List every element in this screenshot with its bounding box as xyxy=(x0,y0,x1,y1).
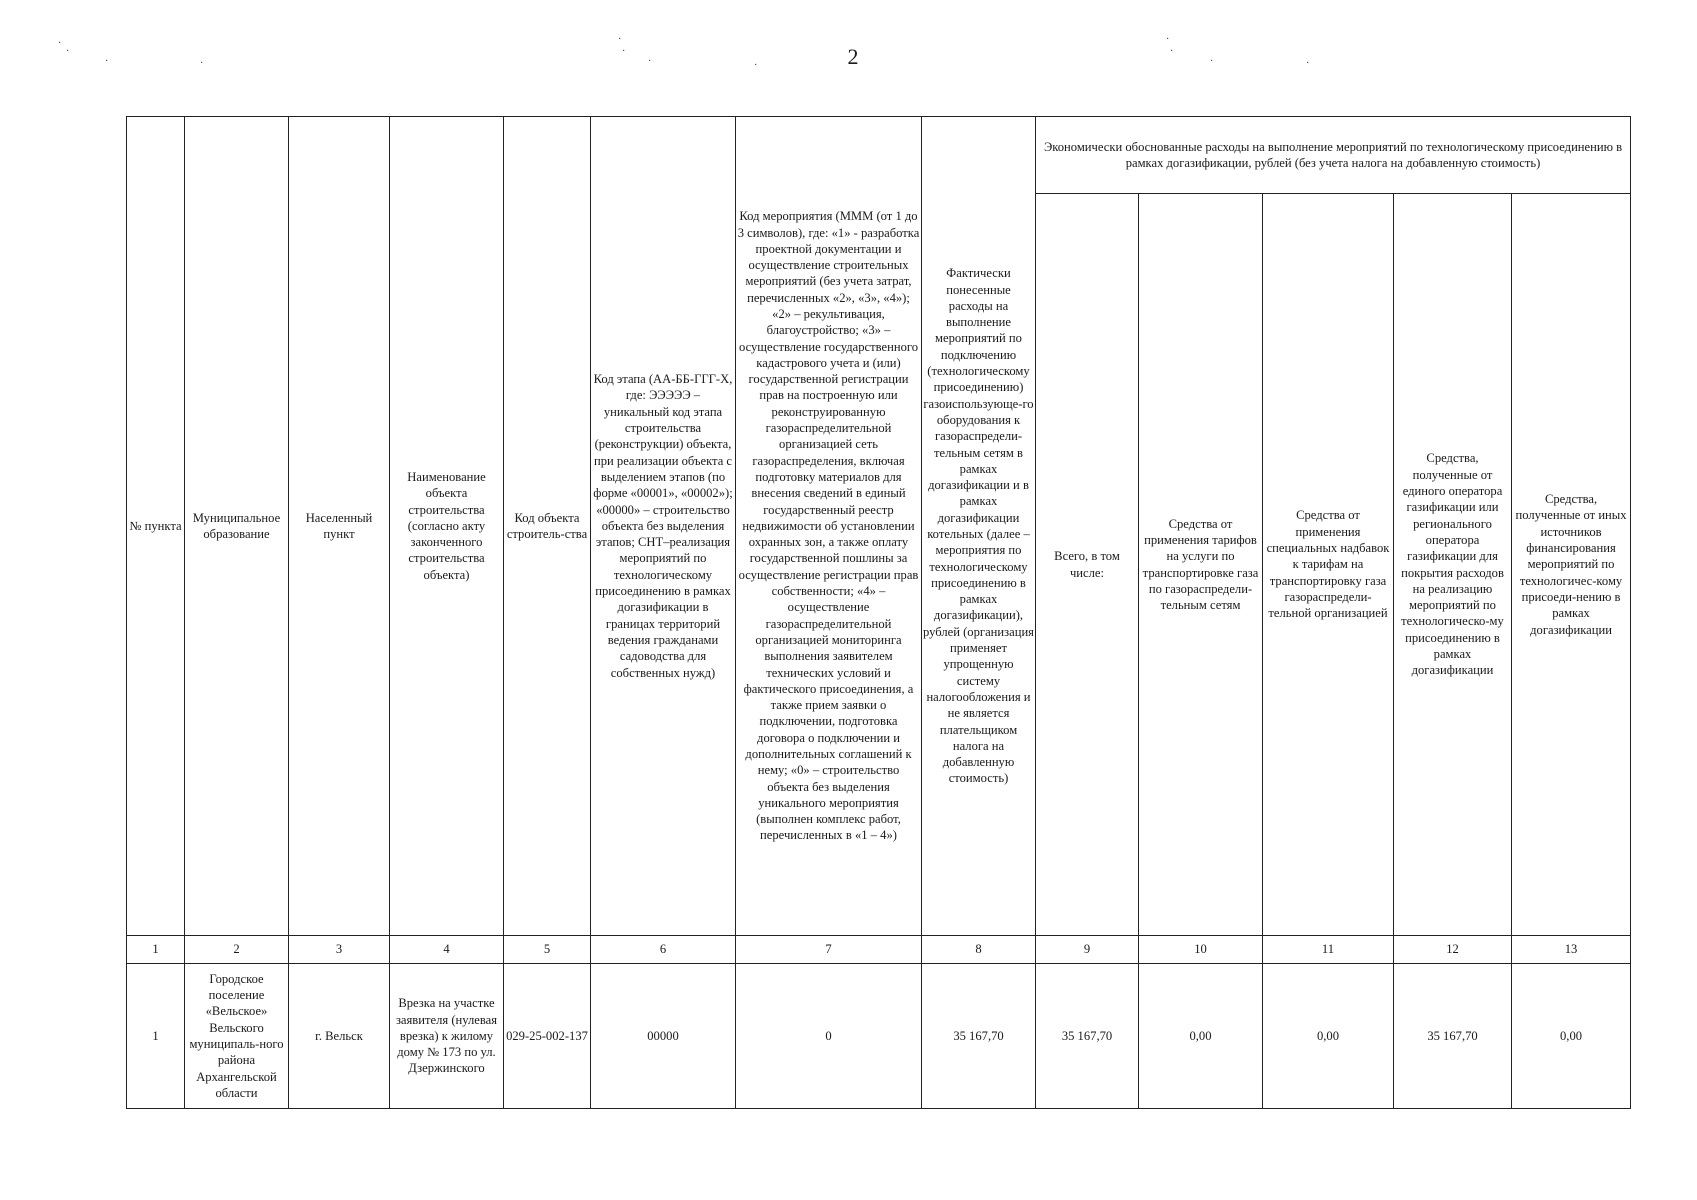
col-header-3: Населенный пункт xyxy=(289,117,390,936)
cell-object-code: 029-25-002-137 xyxy=(504,964,591,1109)
col-num-3: 3 xyxy=(289,936,390,964)
table-row xyxy=(127,964,1631,1109)
col-header-4: Наименование объекта строительства (согласно акту законченного строительства объекта) xyxy=(390,117,504,936)
page-number: 2 xyxy=(847,44,859,69)
col-num-2: 2 xyxy=(185,936,289,964)
col-num-7: 7 xyxy=(736,936,922,964)
cell-locality: г. Вельск xyxy=(289,964,390,1109)
col-header-1: № пункта xyxy=(127,117,185,936)
economic-expenses-header: Экономически обоснованные расходы на выполнение мероприятий по технологическому присоединению в рамках догазификации, рублей (без учета налога на добавленную стоимость) xyxy=(1036,117,1631,194)
col-num-10: 10 xyxy=(1139,936,1263,964)
col-header-6: Код этапа (АА-ББ-ГГГ-Х, где: ЭЭЭЭЭ – уникальный код этапа строительства (реконструкции) объекта, при реализации объекта с выделением этапов (по форме «00001», «00002»); «00000» – строительство объекта без выделения этапов; СНТ–реализация мероприятий по технологическому присоединению в рамках догазификации в границах территорий ведения гражданами садоводства для собственных нужд) xyxy=(591,117,736,936)
cell-operator-funds: 35 167,70 xyxy=(1394,964,1512,1109)
col-num-8: 8 xyxy=(922,936,1036,964)
col-header-5: Код объекта строитель-ства xyxy=(504,117,591,936)
cell-municipality: Городское поселение «Вельское» Вельского муниципаль-ного района Архангельской области xyxy=(185,964,289,1109)
col-num-4: 4 xyxy=(390,936,504,964)
col-header-2: Муниципальное образование xyxy=(185,117,289,936)
col-header-13: Средства, полученные от иных источников финансирования мероприятий по технологичес-кому присоеди-нению в рамках догазификации xyxy=(1512,194,1631,936)
col-num-11: 11 xyxy=(1263,936,1394,964)
cell-activity-code: 0 xyxy=(736,964,922,1109)
scan-specks: · · · · · · · · · · · · xyxy=(58,34,1310,71)
cell-other-funds: 0,00 xyxy=(1512,964,1631,1109)
col-header-9: Всего, в том числе: xyxy=(1036,194,1139,936)
cell-item-number: 1 xyxy=(127,964,185,1109)
cell-surcharge-funds: 0,00 xyxy=(1263,964,1394,1109)
cell-actual-expenses: 35 167,70 xyxy=(922,964,1036,1109)
cell-tariff-funds: 0,00 xyxy=(1139,964,1263,1109)
expenses-table xyxy=(126,116,1631,1109)
col-num-9: 9 xyxy=(1036,936,1139,964)
col-header-7: Код мероприятия (МММ (от 1 до 3 символов), где: «1» - разработка проектной документации и осуществление строительных мероприятий (без учета затрат, перечисленных «2», «3», «4»); «2» – рекультивация, благоустройство; «3» –осуществление государственного кадастрового учета и (или) государственной регистрации прав на построенную или реконструированную газораспределительной организацией сеть газораспределения, включая подготовку материалов для внесения сведений в единый государственный реестр недвижимости об установлении охранных зон, а также оплату государственной пошлины за осуществление регистрации прав собственности; «4» –осуществление газораспределительной организацией мониторинга выполнения заявителем технических условий и фактического присоединения, а также прием заявки о подключении, подготовка договора о подключении и дополнительных соглашений к нему; «0» – строительство объекта без выделения уникального мероприятия (выполнен комплекс работ, перечисленных в «1 – 4») xyxy=(736,117,922,936)
col-header-12: Средства, полученные от единого оператора газификации или регионального оператора газификации для покрытия расходов на реализацию мероприятий по технологическо-му присоединению в рамках догазификации xyxy=(1394,194,1512,936)
col-num-13: 13 xyxy=(1512,936,1631,964)
col-header-10: Средства от применения тарифов на услуги по транспортировке газа по газораспредели-тельным сетям xyxy=(1139,194,1263,936)
column-number-row xyxy=(127,936,1631,964)
cell-object-name: Врезка на участке заявителя (нулевая врезка) к жилому дому № 173 по ул. Дзержинского xyxy=(390,964,504,1109)
col-num-6: 6 xyxy=(591,936,736,964)
cell-total: 35 167,70 xyxy=(1036,964,1139,1109)
header-row-1 xyxy=(127,117,1631,194)
col-header-8: Фактически понесенные расходы на выполнение мероприятий по подключению (технологическому присоединению) газоиспользующе-го оборудования к газораспредели-тельным сетям в рамках догазификации и в рамках догазификации котельных (далее – мероприятия по технологическому присоединению в рамках догазификации), рублей (организация применяет упрощенную систему налогообложения и не является плательщиком налога на добавленную стоимость) xyxy=(922,117,1036,936)
cell-stage-code: 00000 xyxy=(591,964,736,1109)
col-num-5: 5 xyxy=(504,936,591,964)
col-header-11: Средства от применения специальных надбавок к тарифам на транспортировку газа газораспредели-тельной организацией xyxy=(1263,194,1394,936)
col-num-12: 12 xyxy=(1394,936,1512,964)
col-num-1: 1 xyxy=(127,936,185,964)
